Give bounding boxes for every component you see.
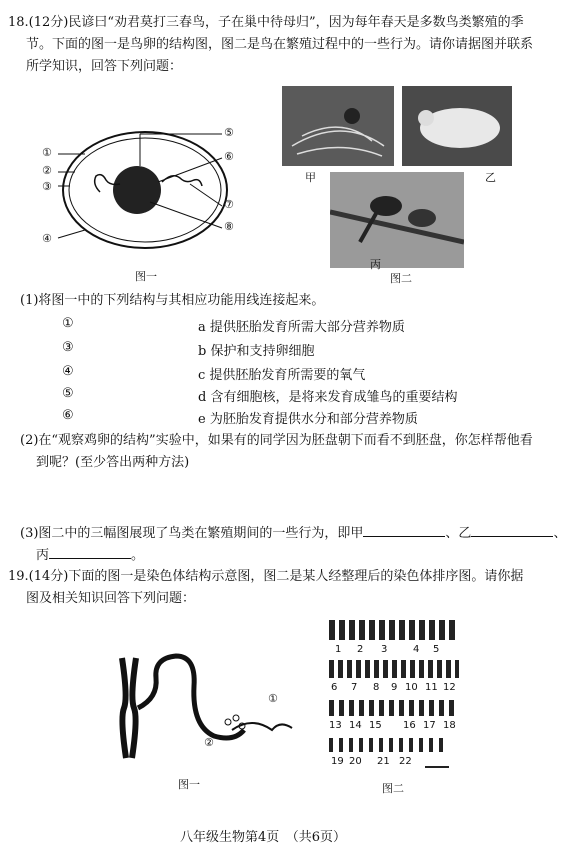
q18-line-3: 所学知识，回答下列问题： — [26, 59, 183, 74]
karyotype-row-1 — [329, 620, 459, 640]
q18-part3-text-b: 、乙 — [445, 526, 472, 541]
q18-part3-text-a: (3)图二中的三幅图展现了鸟类在繁殖期间的一些行为，即甲 — [20, 526, 364, 541]
match-right-a: a 提供胚胎发育所需大部分营养物质 — [198, 320, 405, 335]
karyo-num-3: 3 — [381, 644, 388, 655]
q19-fig2-caption: 图二 — [382, 782, 404, 795]
match-right-d: d 含有细胞核，是将来发育成雏鸟的重要结构 — [198, 390, 458, 405]
answer-blank-jia[interactable] — [363, 524, 445, 537]
karyotype-figure — [325, 616, 475, 776]
egg-label-8: ⑧ — [224, 220, 234, 233]
page-footer: 八年级生物第4页 （共6页） — [180, 830, 347, 845]
chromosome-diagram — [108, 648, 308, 768]
karyo-num-10: 10 — [405, 682, 418, 693]
karyo-num-7: 7 — [351, 682, 358, 693]
match-left-2: ③ — [62, 340, 74, 355]
karyotype-row-3 — [329, 700, 459, 716]
q18-part3-text-c: 、 — [553, 526, 566, 541]
karyo-num-18: 18 — [443, 720, 456, 731]
match-left-4: ⑤ — [62, 386, 74, 401]
karyotype-row-4 — [329, 738, 449, 752]
match-right-c: c 提供胚胎发育所需要的氧气 — [198, 368, 366, 383]
karyo-num-4: 4 — [413, 644, 420, 655]
photo-feeding — [330, 172, 464, 268]
q19-line-1: 19.(14分)下面的图一是染色体结构示意图，图二是某人经整理后的染色体排序图。请你据 — [8, 569, 524, 584]
karyo-num-15: 15 — [369, 720, 382, 731]
photo-label-yi: 乙 — [485, 171, 496, 184]
karyo-num-16: 16 — [403, 720, 416, 731]
karyo-num-2: 2 — [357, 644, 364, 655]
match-right-b: b 保护和支持卵细胞 — [198, 344, 315, 359]
fig1-caption: 图一 — [135, 270, 157, 283]
chromosome-structure-figure — [108, 648, 308, 768]
photo-incubating — [402, 86, 512, 166]
q18-part3-text-d: 丙 — [36, 548, 50, 563]
karyo-num-13: 13 — [329, 720, 342, 731]
q19-fig1-caption: 图一 — [178, 778, 200, 791]
karyo-num-6: 6 — [331, 682, 338, 693]
karyo-num-21: 21 — [377, 756, 390, 767]
answer-blank-yi[interactable] — [471, 524, 553, 537]
photo-nest — [282, 86, 394, 166]
karyo-num-20: 20 — [349, 756, 362, 767]
karyo-num-22: 22 — [399, 756, 412, 767]
karyo-num-1: 1 — [335, 644, 342, 655]
karyo-num-5: 5 — [433, 644, 440, 655]
match-right-e: e 为胚胎发育提供水分和部分营养物质 — [198, 412, 418, 427]
chromosome-label-1: ① — [268, 692, 278, 705]
karyo-num-14: 14 — [349, 720, 362, 731]
photo-label-jia: 甲 — [305, 171, 316, 184]
q18-line-1: 18.(12分)民谚曰“劝君莫打三春鸟，子在巢中待母归”，因为每年春天是多数鸟类繁殖的季 — [8, 15, 524, 30]
karyotype-row-2 — [329, 660, 459, 678]
match-left-3: ④ — [62, 364, 74, 379]
karyo-num-12: 12 — [443, 682, 456, 693]
karyo-num-19: 19 — [331, 756, 344, 767]
answer-blank-bing[interactable] — [49, 546, 131, 559]
egg-diagram — [40, 120, 240, 260]
q18-part2-line1: (2)在“观察鸡卵的结构”实验中，如果有的同学因为胚盘朝下而看不到胚盘，你怎样帮他看 — [20, 433, 533, 448]
egg-label-5: ⑤ — [224, 126, 234, 139]
karyo-num-17: 17 — [423, 720, 436, 731]
q18-part3-text-e: 。 — [131, 548, 145, 563]
egg-label-1: ① — [42, 146, 52, 159]
karyo-num-11: 11 — [425, 682, 438, 693]
match-left-1: ① — [62, 316, 74, 331]
fig2-caption: 图二 — [390, 272, 412, 285]
egg-label-6: ⑥ — [224, 150, 234, 163]
match-left-5: ⑥ — [62, 408, 74, 423]
q18-part2-line2: 到呢？(至少答出两种方法) — [36, 455, 190, 470]
q19-line-2: 图及相关知识回答下列问题： — [26, 591, 196, 606]
chromosome-label-2: ② — [204, 736, 214, 749]
karyo-num-8: 8 — [373, 682, 380, 693]
karyotype-sex-blank — [425, 766, 449, 768]
egg-label-2: ② — [42, 164, 52, 177]
egg-label-7: ⑦ — [224, 198, 234, 211]
q18-part3-line1 — [20, 524, 566, 543]
q18-part1: (1)将图一中的下列结构与其相应功能用线连接起来。 — [20, 293, 325, 308]
karyo-num-9: 9 — [391, 682, 398, 693]
q18-line-2: 节。下面的图一是鸟卵的结构图，图二是鸟在繁殖过程中的一些行为。请你请据图并联系 — [26, 37, 534, 52]
egg-structure-figure — [40, 120, 240, 260]
photo-label-bing: 丙 — [370, 258, 381, 271]
egg-label-4: ④ — [42, 232, 52, 245]
egg-label-3: ③ — [42, 180, 52, 193]
q18-part3-line2 — [36, 546, 144, 565]
